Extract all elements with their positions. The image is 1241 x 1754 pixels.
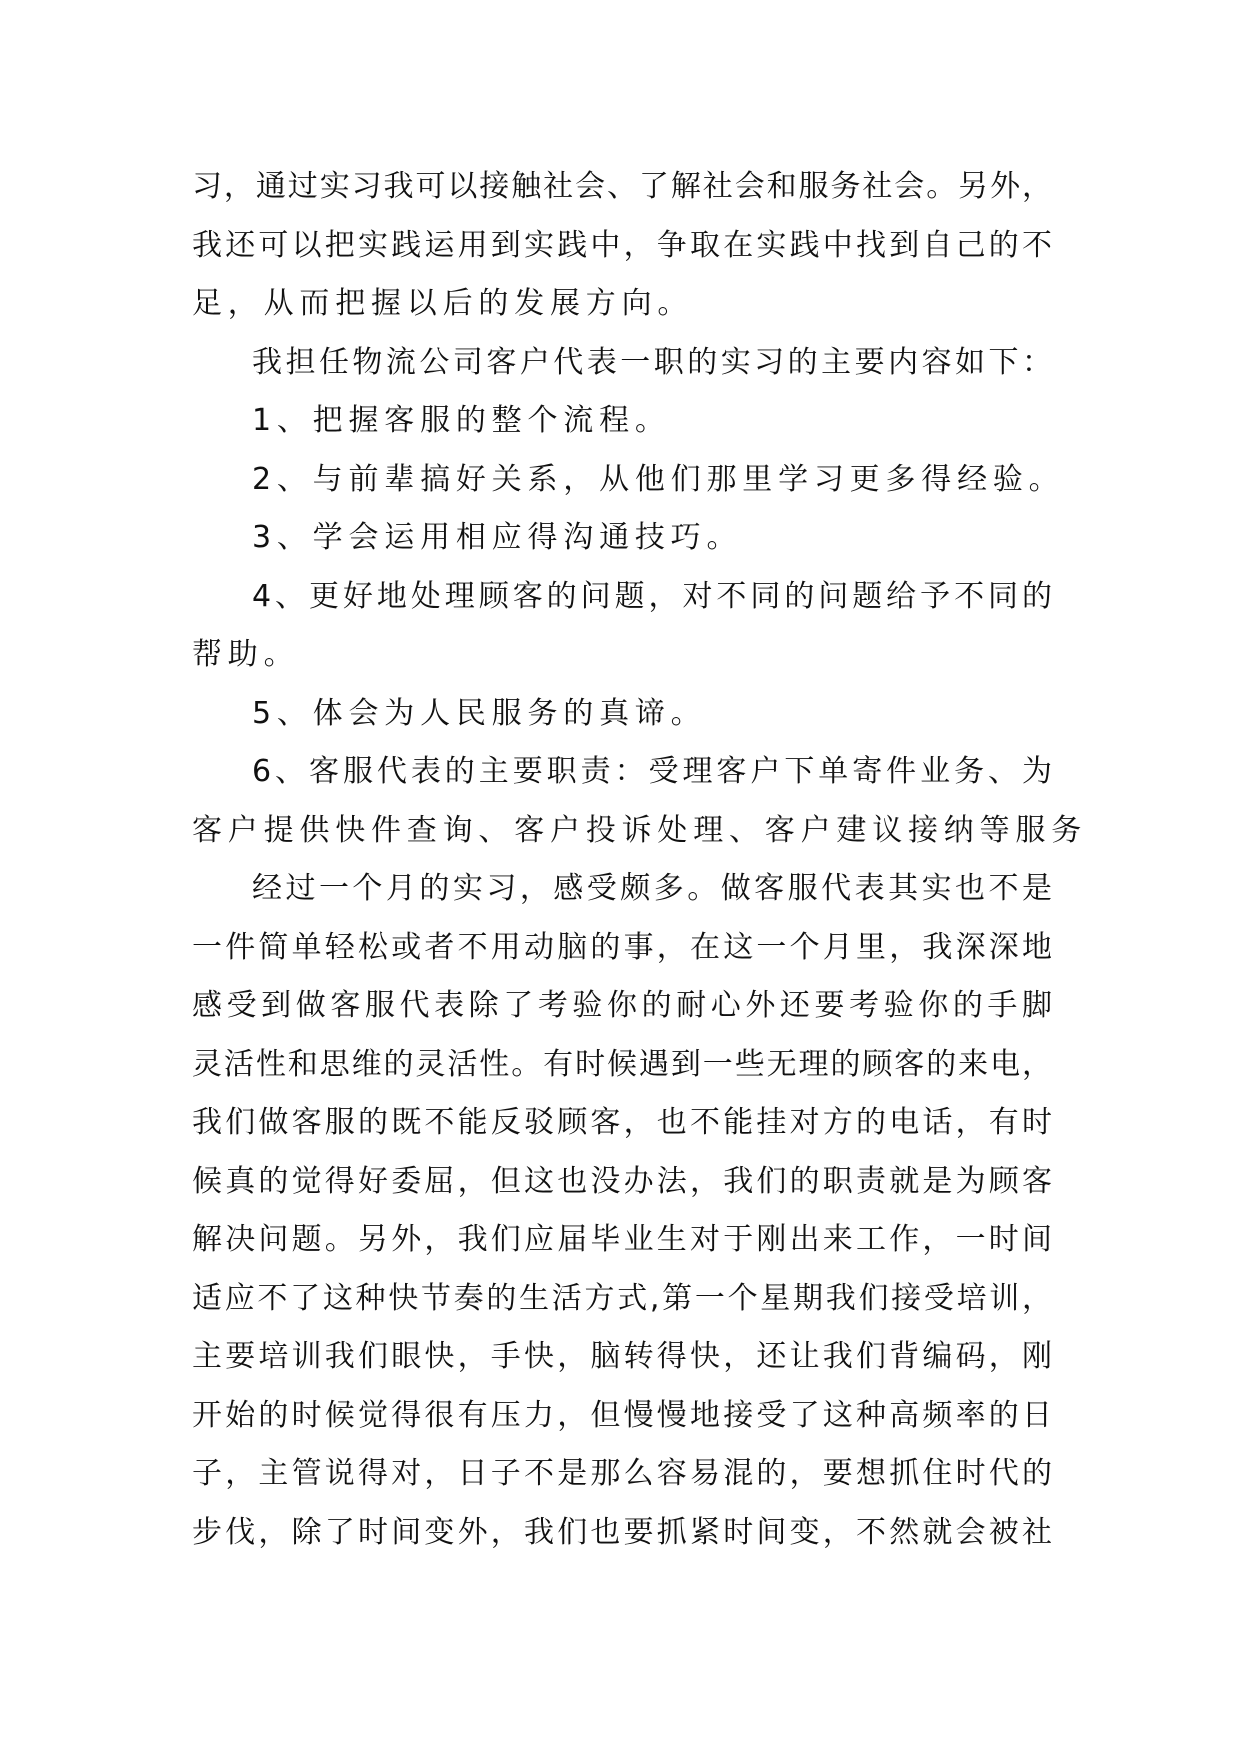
text-line: 子，主管说得对，日子不是那么容易混的，要想抓住时代的 (192, 1456, 1052, 1491)
text-line: 3、学会运用相应得沟通技巧。 (252, 520, 743, 555)
list-item-4 (192, 568, 1052, 685)
text-line: 适应不了这种快节奏的生活方式,第一个星期我们接受培训， (192, 1280, 1052, 1316)
text-line: 我担任物流公司客户代表一职的实习的主要内容如下： (252, 344, 1052, 380)
text-line: 足，从而把握以后的发展方向。 (192, 286, 694, 321)
text-line: 4、更好地处理顾客的问题，对不同的问题给予不同的 (252, 578, 1052, 614)
paragraph-reflection (192, 860, 1052, 1562)
text-line: 一件简单轻松或者不用动脑的事，在这一个月里，我深深地 (192, 929, 1052, 965)
text-line: 5、体会为人民服务的真谛。 (252, 695, 707, 731)
text-line: 候真的觉得好委屈，但这也没办法，我们的职责就是为顾客 (192, 1163, 1052, 1199)
text-line: 经过一个月的实习，感受颇多。做客服代表其实也不是 (252, 871, 1052, 906)
text-line: 习，通过实习我可以接触社会、了解社会和服务社会。另外， (192, 169, 1052, 204)
text-line: 灵活性和思维的灵活性。有时候遇到一些无理的顾客的来电， (192, 1046, 1052, 1082)
paragraph-duties-intro (192, 334, 1052, 393)
list-item-5 (192, 685, 1052, 744)
list-item-1 (192, 392, 1052, 451)
text-line: 帮助。 (192, 637, 300, 672)
document-page (192, 158, 1087, 1562)
text-line: 客户提供快件查询、客户投诉处理、客户建议接纳等服务 (192, 812, 1087, 848)
text-line: 我们做客服的既不能反驳顾客，也不能挂对方的电话，有时 (192, 1105, 1052, 1140)
text-line: 我还可以把实践运用到实践中，争取在实践中找到自己的不 (192, 227, 1052, 263)
paragraph-intro-continued (192, 158, 1052, 334)
text-line: 步伐，除了时间变外，我们也要抓紧时间变，不然就会被社 (192, 1514, 1052, 1550)
text-line: 开始的时候觉得很有压力，但慢慢地接受了这种高频率的日 (192, 1397, 1052, 1433)
text-line: 2、与前辈搞好关系，从他们那里学习更多得经验。 (252, 461, 1065, 497)
text-line: 1、把握客服的整个流程。 (252, 403, 671, 438)
list-item-2 (192, 451, 1065, 510)
text-line: 主要培训我们眼快，手快，脑转得快，还让我们背编码，刚 (192, 1339, 1052, 1374)
text-line: 感受到做客服代表除了考验你的耐心外还要考验你的手脚 (192, 988, 1052, 1023)
text-line: 6、客服代表的主要职责：受理客户下单寄件业务、为 (252, 754, 1052, 789)
list-item-3 (192, 509, 1052, 568)
text-line: 解决问题。另外，我们应届毕业生对于刚出来工作，一时间 (192, 1222, 1052, 1257)
list-item-6 (192, 743, 1087, 860)
